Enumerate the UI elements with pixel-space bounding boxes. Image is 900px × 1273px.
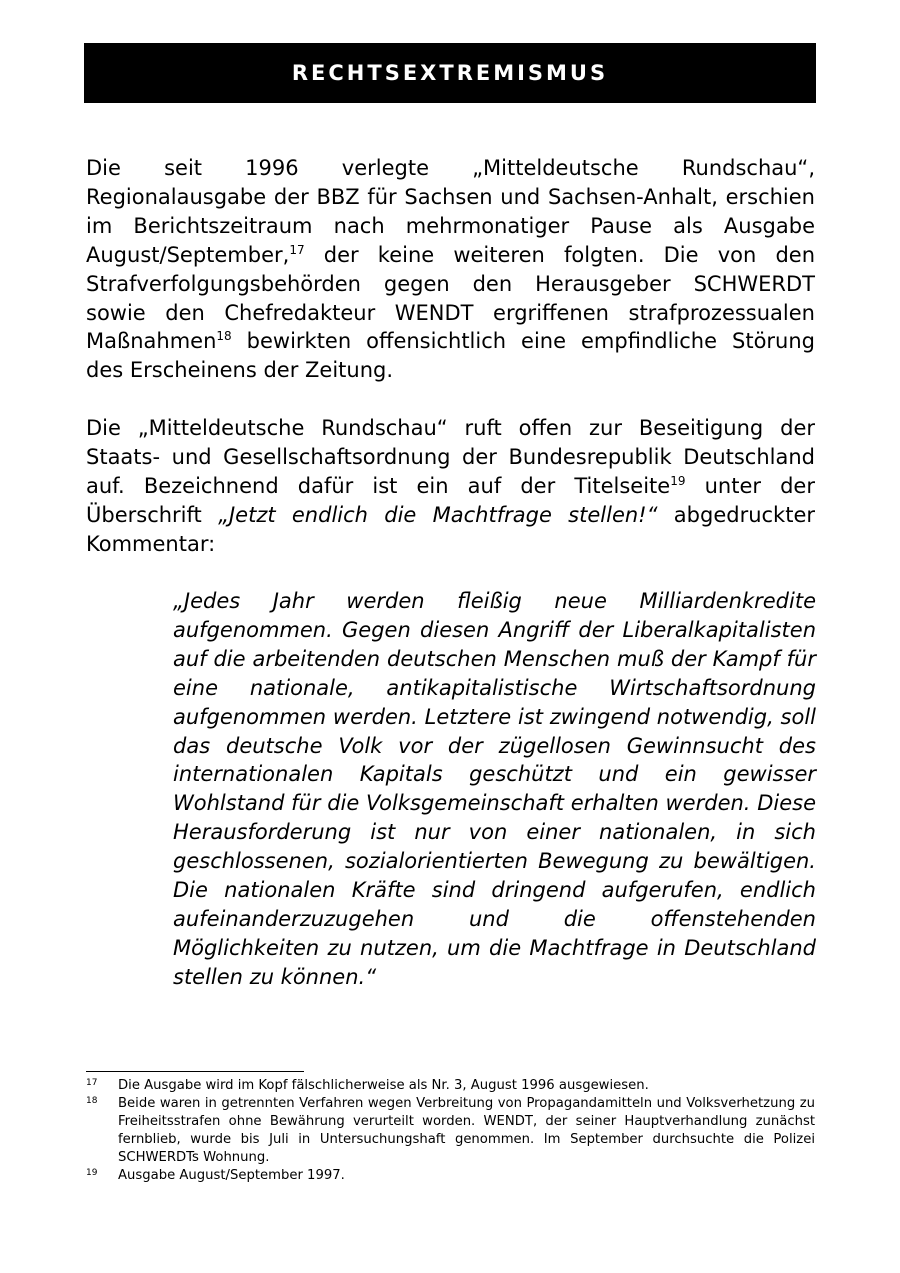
paragraph-text: bewirkten offensichtlich eine empfindliche Störung des Erscheinens der Zeitung. [86, 329, 815, 383]
footnote-ref-18[interactable]: 18 [216, 329, 232, 344]
footnote-ref-19[interactable]: 19 [670, 473, 686, 488]
footnote-number: 18 [86, 1096, 98, 1106]
footnote-number: 19 [86, 1168, 98, 1178]
footnote-19 [86, 1167, 815, 1185]
quoted-headline: „Jetzt endlich die Machtfrage stellen!“ [218, 502, 658, 527]
paragraph-text: Die „Mitteldeutsche Rundschau“ ruft offen zur Beseitigung der Staats- und Gesellschaftsordnung der Bundesrepublik Deutschland auf. Bezeichnend dafür ist ein auf der Titelseite [86, 416, 815, 498]
paragraph-text: unter der Überschrift [86, 473, 815, 527]
footnote-text: Die Ausgabe wird im Kopf fälschlicherweise als Nr. 3, August 1996 ausgewiesen. [118, 1078, 649, 1093]
footnote-ref-17[interactable]: 17 [289, 242, 305, 257]
footnote-text: Ausgabe August/September 1997. [118, 1168, 345, 1183]
footnote-divider [86, 1071, 304, 1072]
footnotes [86, 1077, 815, 1185]
section-title: RECHTSEXTREMISMUS [291, 61, 609, 85]
block-quote: „Jedes Jahr werden fleißig neue Milliardenkredite aufgenommen. Gegen diesen Angriff der Liberalkapitalisten auf die arbeitenden deutschen Menschen muß der Kampf für eine nationale, antikapitalistische Wirtschaftsordnung aufgenommen werden. Letztere ist zwingend notwendig, soll das deutsche Volk vor der zügellosen Gewinnsucht des internationalen Kapitals geschützt und ein gewisser Wohlstand für die Volksgemeinschaft erhalten werden. Diese Herausforderung ist nur von einer nationalen, in sich geschlossenen, sozialorientierten Bewegung zu bewältigen. Die nationalen Kräfte sind dringend aufgerufen, endlich aufeinanderzuzugehen und die offenstehenden Möglichkeiten zu nutzen, um die Machtfrage in Deutschland stellen zu können.“ [173, 589, 816, 989]
paragraph-text: Die seit 1996 verlegte „Mitteldeutsche Rundschau“, Regionalausgabe der BBZ für Sachsen und Sachsen-Anhalt, erschien im Berichtszeitraum nach mehrmonatiger Pause als Ausgabe August/September, [86, 156, 815, 267]
body-paragraph-1 [86, 154, 815, 385]
footnote-18 [86, 1095, 815, 1167]
paragraph-text: der keine weiteren folgten. Die von den Strafverfolgungsbehörden gegen den Herausgeber SCHWERDT sowie den Chefredakteur WENDT ergriffenen strafprozessualen Maßnahmen [86, 242, 815, 354]
section-header-bar [84, 43, 816, 103]
footnote-number: 17 [86, 1078, 98, 1088]
paragraph-text: abgedruckter Kommentar: [86, 502, 816, 556]
footnote-17 [86, 1077, 815, 1095]
footnote-text: Beide waren in getrennten Verfahren wegen Verbreitung von Propagandamitteln und Volksverhetzung zu Freiheitsstrafen ohne Bewährung verurteilt worden. WENDT, der seiner Hauptverhandlung zunächst fernblieb, wurde bis Juli in Untersuchungshaft genommen. Im September durchsuchte die Polizei SCHWERDTs Wohnung. [118, 1096, 815, 1165]
body-paragraph-2 [86, 414, 815, 559]
